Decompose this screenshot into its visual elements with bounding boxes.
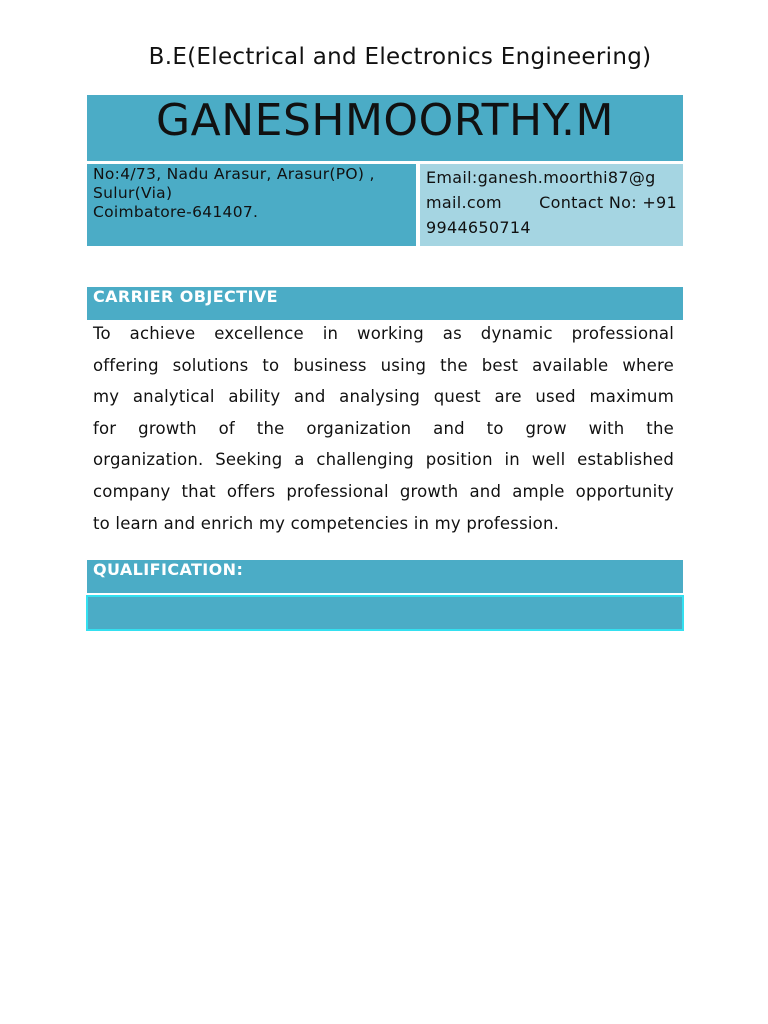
- qualification-heading: QUALIFICATION:: [87, 560, 683, 593]
- objective-line: for growth of the organization and to grow with the: [93, 418, 674, 438]
- contact-mixed-line: [426, 190, 677, 215]
- contact-cell: [420, 164, 683, 246]
- objective-line: organization. Seeking a challenging position in well established: [93, 450, 674, 470]
- address-line-3: Coimbatore-641407.: [93, 203, 259, 221]
- objective-line: offering solutions to business using the best available where: [93, 355, 674, 375]
- contact-phone-label: Contact No: +91: [539, 193, 677, 212]
- address-line-2: Sulur(Via): [93, 184, 173, 202]
- objective-paragraph: [93, 318, 674, 539]
- contact-phone-number: 9944650714: [426, 218, 531, 237]
- qualification-table-row: [86, 595, 684, 631]
- objective-line: company that offers professional growth and ample opportunity: [93, 481, 674, 501]
- address-cell: [87, 164, 416, 246]
- objective-line: my analytical ability and analysing quest are used maximum: [93, 387, 674, 407]
- degree-title: B.E(Electrical and Electronics Engineering): [148, 44, 652, 70]
- objective-line: to learn and enrich my competencies in my profession.: [93, 513, 560, 533]
- contact-email-line: Email:ganesh.moorthi87@g: [426, 168, 656, 187]
- candidate-name: GANESHMOORTHY.M: [156, 95, 614, 146]
- contact-email-tail: mail.com: [426, 193, 502, 212]
- objective-line: To achieve excellence in working as dynamic professional: [93, 324, 674, 343]
- name-banner: [87, 95, 683, 161]
- objective-heading: CARRIER OBJECTIVE: [87, 287, 683, 320]
- address-line-1: No:4/73, Nadu Arasur, Arasur(PO) ,: [93, 165, 375, 183]
